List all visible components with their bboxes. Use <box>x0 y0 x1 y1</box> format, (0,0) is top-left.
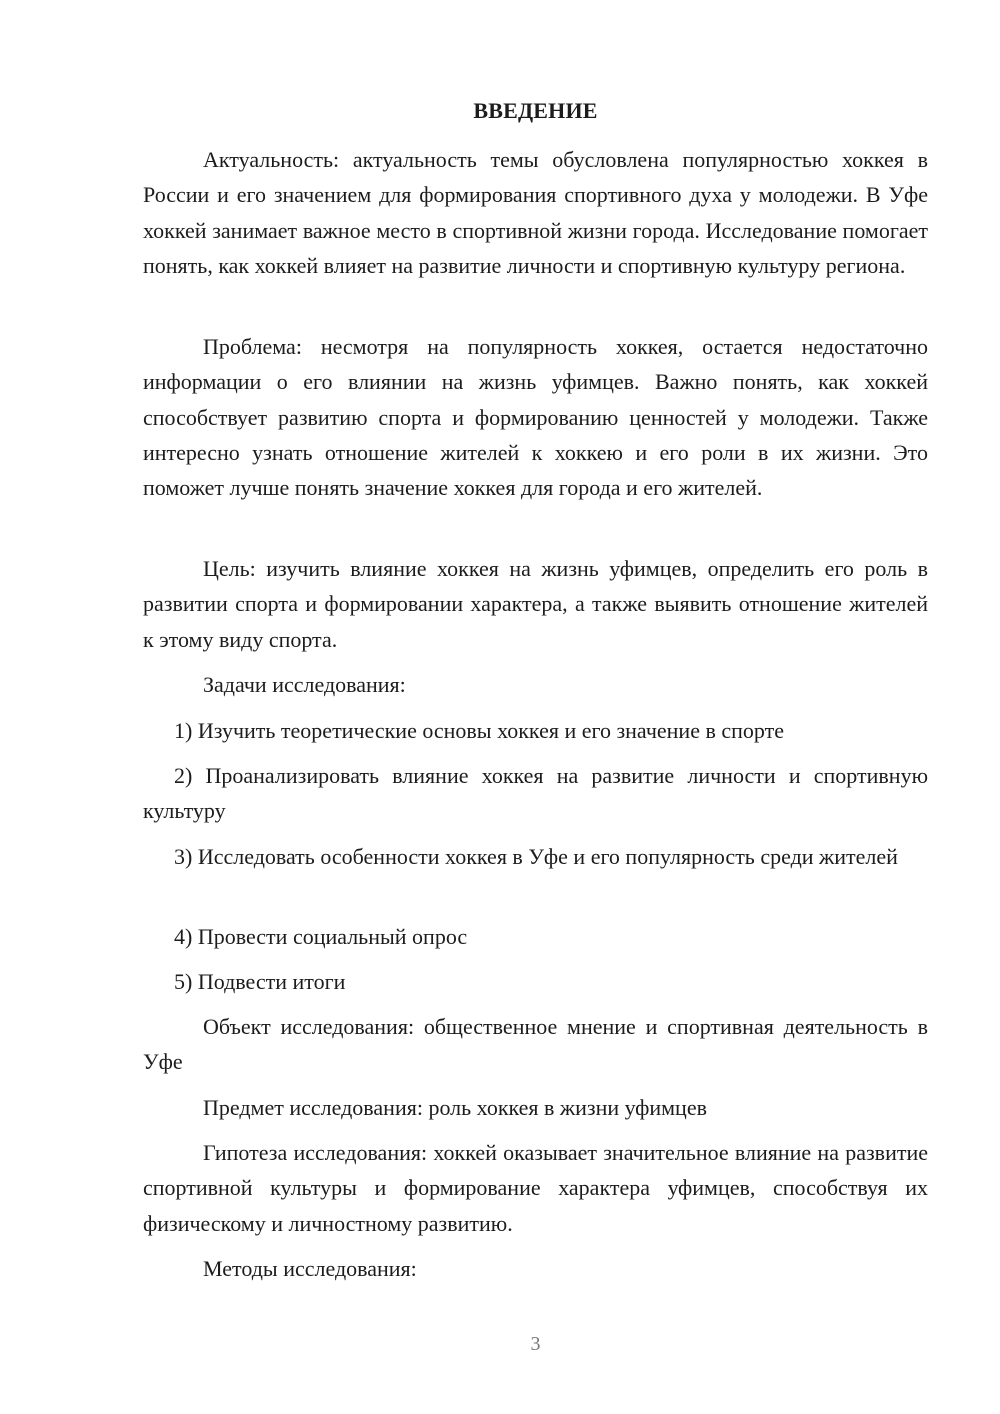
goal-paragraph: Цель: изучить влияние хоккея на жизнь уфимцев, определить его роль в развитии спорта и формировании характера, а также выявить отношение жителей к этому виду спорта. <box>143 556 928 652</box>
relevance-paragraph: Актуальность: актуальность темы обусловлена популярностью хоккея в России и его значением для формирования спортивного духа у молодежи. В Уфе хоккей занимает важное место в спортивной жизни города. Исследование помогает понять, как хоккей влияет на развитие личности и спортивную культуру региона. <box>143 147 928 278</box>
methods-heading: Методы исследования: <box>203 1256 417 1281</box>
task-item-1: 1) Изучить теоретические основы хоккея и его значение в спорте <box>174 718 784 743</box>
document-page <box>143 0 928 1414</box>
hypothesis-paragraph: Гипотеза исследования: хоккей оказывает значительное влияние на развитие спортивной культуры и формирование характера уфимцев, способствуя их физическому и личностному развитию. <box>143 1140 928 1236</box>
tasks-heading: Задачи исследования: <box>203 672 406 697</box>
task-item-5: 5) Подвести итоги <box>174 969 346 994</box>
problem-paragraph: Проблема: несмотря на популярность хоккея, остается недостаточно информации о его влиянии на жизнь уфимцев. Важно понять, как хоккей способствует развитию спорта и формированию ценностей у молодежи. Также интересно узнать отношение жителей к хоккею и его роли в их жизни. Это поможет лучше понять значение хоккея для города и его жителей. <box>143 334 928 501</box>
subject-paragraph: Предмет исследования: роль хоккея в жизни уфимцев <box>203 1095 707 1120</box>
task-item-3: 3) Исследовать особенности хоккея в Уфе и его популярность среди жителей <box>174 844 898 869</box>
page-number: 3 <box>530 1333 541 1355</box>
task-item-2: 2) Проанализировать влияние хоккея на развитие личности и спортивную культуру <box>143 763 928 824</box>
task-item-4: 4) Провести социальный опрос <box>174 924 468 949</box>
object-paragraph: Объект исследования: общественное мнение и спортивная деятельность в Уфе <box>143 1014 928 1075</box>
section-heading: ВВЕДЕНИЕ <box>473 98 598 123</box>
